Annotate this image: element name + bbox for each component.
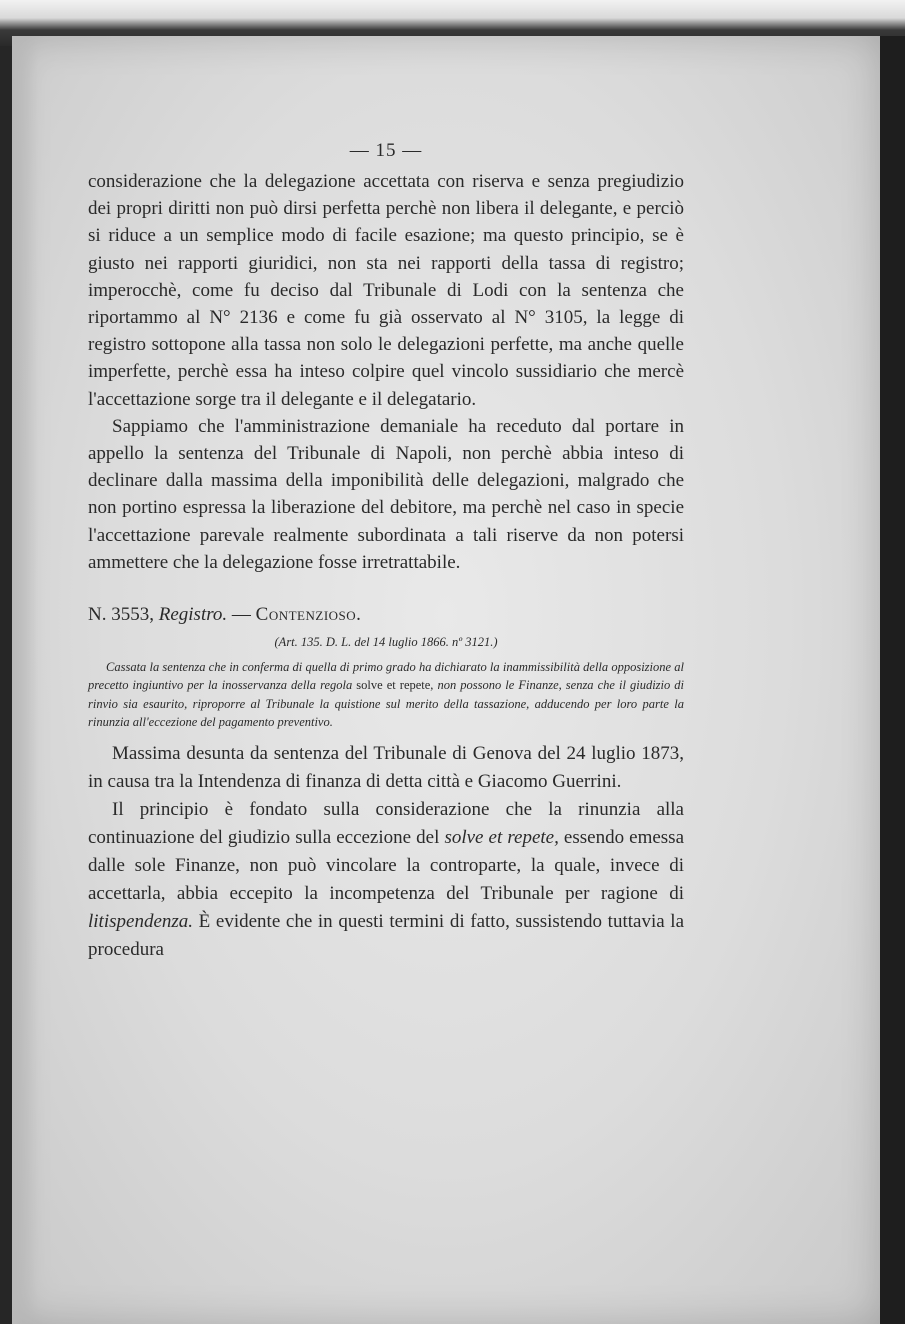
entry-number: N. 3553,: [88, 604, 154, 626]
summary-text-1: Cassata la sentenza che in conferma di quella di primo grado ha dichiarato la inammissibilità della opposizione al precetto ingiuntivo per la inosservanza della regola: [88, 660, 684, 693]
entry-category: Contenzioso.: [255, 604, 362, 626]
page-gutter-shadow: [12, 36, 38, 1324]
principio-text-3: È evidente che in questi termini di fatto, sussistendo tuttavia la procedura: [88, 910, 684, 960]
page-content: [88, 140, 684, 964]
paragraph-principio: [88, 796, 684, 964]
entry-register: Registro.: [158, 604, 228, 626]
principio-italic-1: solve et repete,: [444, 826, 559, 848]
entry-citation: (Art. 135. D. L. del 14 luglio 1866. nº 3121.): [274, 635, 498, 650]
summary-text-2: non possono le Finanze, senza che il giudizio di rinvio sia esaurito, riproporre al Tribunale la quistione sul merito della tassazione, adducendo per loro parte la rinunzia all'eccezione del pagamento preventivo.: [88, 678, 685, 730]
entry-dash: —: [231, 604, 251, 626]
paragraph-continuation: considerazione che la delegazione accettata con riserva e senza pregiudizio dei propri diritti non può dirsi perfetta perchè non libera il delegante, e perciò si riduce a un semplice modo di facile esazione; ma questo principio, se è giusto nei rapporti giuridici, non sta nei rapporti della tassa di registro; imperocchè, come fu deciso dal Tribunale di Lodi con la sentenza che riportammo al N° 2136 e come fu già osservato al N° 3105, la legge di registro sottopone alla tassa non solo le delegazioni perfette, ma anche quelle imperfette, perchè essa ha inteso colpire quel vincolo sussidiario che mercè l'accettazione sorge tra il delegante e il delegatario.: [88, 171, 684, 410]
page-number: — 15 —: [349, 140, 423, 161]
principio-text-2: essendo emessa dalle sole Finanze, non può vincolare la controparte, la quale, invece di accettarla, abbia eccepito la incompetenza del Tribunale per ragione di: [88, 826, 685, 904]
principio-italic-2: litispendenza.: [88, 910, 194, 932]
scan-border-right: [880, 36, 905, 1324]
paragraph-amministrazione: Sappiamo che l'amministrazione demaniale ha receduto dal portare in appello la sentenza del Tribunale di Napoli, non perchè abbia inteso di declinare dalla massima della imponibilità delle delegazioni, malgrado che non portino espressa la liberazione del debitore, ma perchè nel caso in specie l'accettazione parevale realmente subordinata a tali riserve da non potersi ammettere che la delegazione fosse irretrattabile.: [88, 415, 684, 573]
entry-summary: [88, 658, 684, 732]
summary-roman: solve et repete,: [356, 678, 434, 693]
principio-text-1: Il principio è fondato sulla considerazione che la rinunzia alla continuazione del giudizio sulla eccezione del: [88, 798, 684, 848]
paragraph-massima: Massima desunta da sentenza del Tribunale di Genova del 24 luglio 1873, in causa tra la Intendenza di finanza di detta città e Giacomo Guerrini.: [88, 742, 684, 792]
entry-heading: [88, 602, 684, 628]
